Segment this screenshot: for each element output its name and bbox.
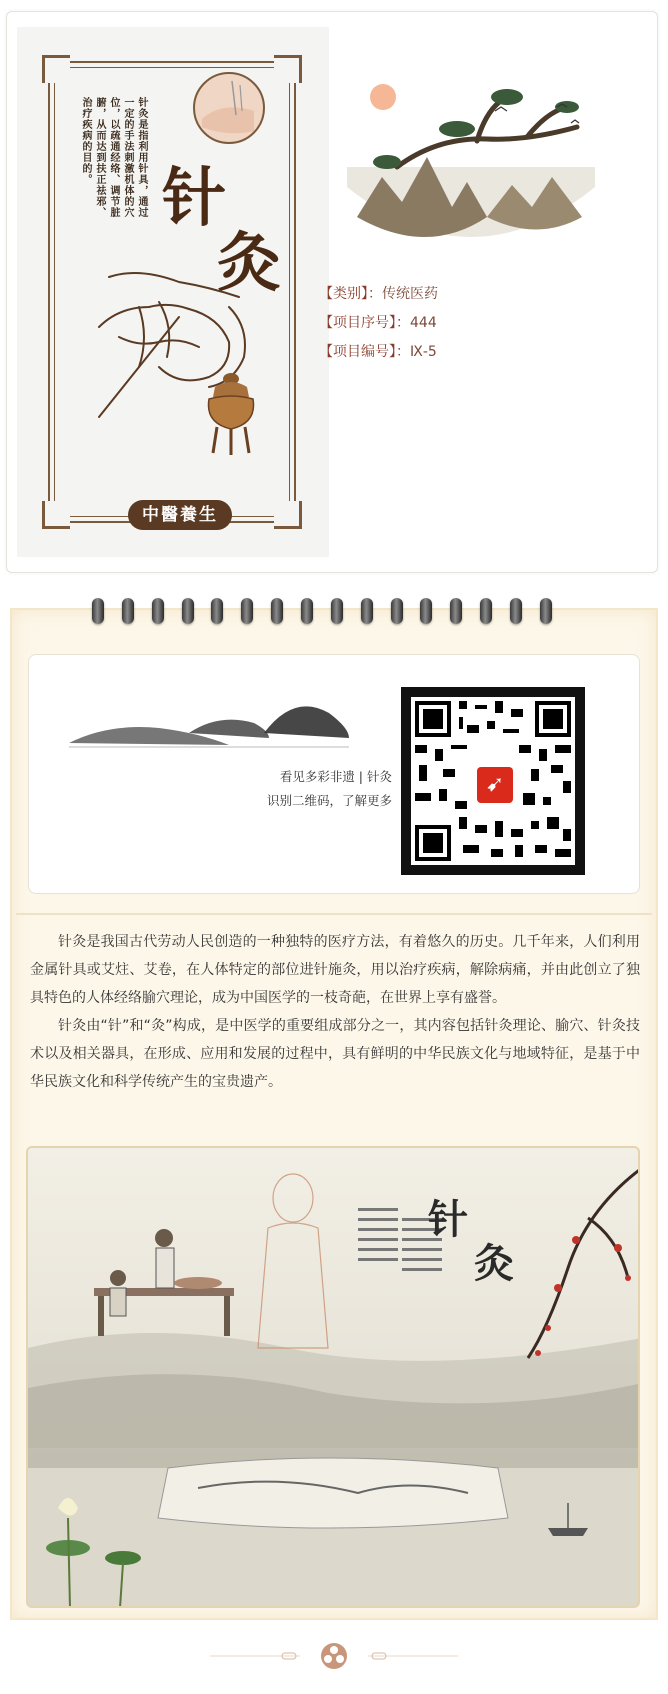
binder-ring (92, 598, 104, 624)
info-serial-label: 【项目序号】： (319, 315, 410, 331)
binder-ring (480, 598, 492, 624)
article-paragraph: 针灸是我国古代劳动人民创造的一种独特的医疗方法，有着悠久的历史。几千年来，人们利用金属针具或艾炷、艾卷，在人体特定的部位进针施灸，用以治疗疾病，解除病痛，并由此创立了独具特色的人体经络腧穴理论，成为中国医学的一枝奇葩，在世界上享有盛誉。 (30, 934, 640, 1006)
painting-title-char: 针 (428, 1196, 468, 1243)
info-code (319, 338, 438, 367)
binder-ring (420, 598, 432, 624)
binder-ring (331, 598, 343, 624)
binder-ring (301, 598, 313, 624)
section-divider (16, 913, 652, 915)
ink-painting-scene (28, 1148, 640, 1608)
binder-ring (271, 598, 283, 624)
pine-landscape-illustration (337, 67, 607, 267)
binder-ring (510, 598, 522, 624)
needle-photo-circle (192, 71, 266, 145)
binder-rings (92, 598, 552, 626)
binder-ring (361, 598, 373, 624)
qr-caption (267, 765, 392, 813)
acupuncture-poster-image (17, 27, 329, 557)
article-paragraph: 针灸由“针”和“灸”构成，是中医学的重要组成部分之一，其内容包括针灸理论、腧穴、针灸技术以及相关器具，在形成、应用和发展的过程中，具有鲜明的中华民族文化与地域特征，是基于中华民族文化和科学传统产生的宝贵遗产。 (30, 1018, 640, 1090)
binder-ring (211, 598, 223, 624)
binder-ring (540, 598, 552, 624)
info-category (319, 280, 438, 309)
frame-corner (274, 55, 302, 83)
binder-ring (182, 598, 194, 624)
acupuncture-ink-painting (26, 1146, 640, 1608)
info-category-value: 传统医药 (382, 286, 438, 302)
article-body (30, 928, 640, 1096)
frame-corner (42, 501, 70, 529)
binder-ring (241, 598, 253, 624)
calendar-panel (10, 608, 658, 1620)
footer-ornament (0, 1640, 668, 1670)
poster-badge: 中醫養生 (128, 500, 232, 530)
bronze-censer-image (201, 367, 261, 457)
binder-ring (391, 598, 403, 624)
info-serial-value: 444 (410, 315, 437, 331)
info-code-label: 【项目编号】： (319, 344, 410, 360)
info-serial (319, 309, 438, 338)
binder-ring (122, 598, 134, 624)
binder-ring (152, 598, 164, 624)
ink-mountains-illustration (69, 683, 349, 753)
info-code-value: Ⅸ-5 (410, 344, 437, 360)
frame-corner (42, 55, 70, 83)
qr-caption-line: 看见多彩非遗 | 针灸 (279, 769, 392, 784)
qr-code[interactable] (401, 687, 585, 875)
poster-description: 针灸是指利用针具，通过一定的手法刺激机体的穴位，以疏通经络、调节脏腑，从而达到扶正祛邪、治疗疾病的目的。 (80, 97, 147, 218)
poster-title-char: 灸 (217, 226, 281, 301)
binder-ring (450, 598, 462, 624)
painting-title-char: 灸 (474, 1240, 514, 1287)
qr-caption-line: 识别二维码，了解更多 (266, 793, 392, 808)
info-category-label: 【类别】： (319, 286, 382, 302)
intro-card (6, 11, 658, 573)
frame-corner (274, 501, 302, 529)
qr-card (28, 654, 640, 894)
qr-center-logo: ➹ (477, 767, 513, 803)
poster-title-char: 针 (162, 161, 226, 236)
qr-code-pattern (411, 697, 575, 865)
heritage-info-list (319, 280, 438, 367)
